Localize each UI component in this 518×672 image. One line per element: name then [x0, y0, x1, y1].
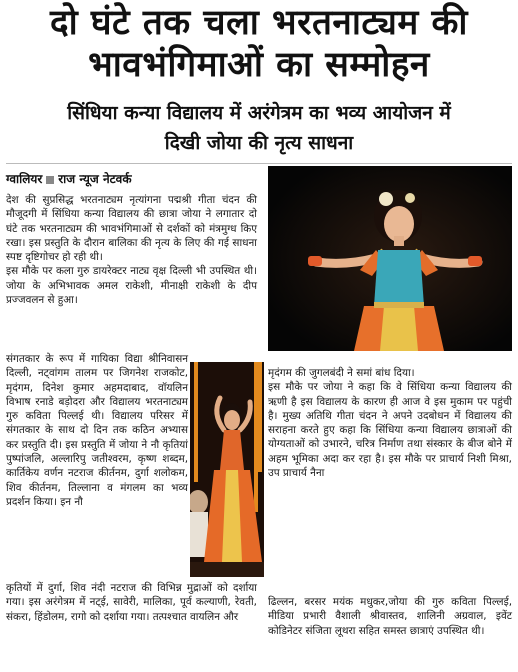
subheadline: सिंधिया कन्या विद्यालय में अरंगेत्रम का भव्य आयोजन में दिखी जोया की नृत्य साधना: [67, 102, 451, 154]
dancer-illustration-middle: [190, 362, 264, 577]
dateline-source: राज न्यूज नेटवर्क: [58, 172, 132, 186]
dateline-place: ग्वालियर: [6, 172, 43, 186]
dancer-photo-middle: [190, 362, 264, 577]
dateline-separator-square: [46, 176, 54, 184]
article-body-col-right-bottom: ढिल्लन, बरसर मयंक मधुकर,जोया की गुरु कविता पिल्लई, मीडिया प्रभारी वैशाली श्रीवास्तव, शालिनी अग्रवाल, इवेंट कोडिनेटर संजिता लूथरा सहित समस्त छात्राएं उपस्थित थी।: [268, 596, 512, 637]
headline: दो घंटे तक चला भरतनाट्यम की भावभंगिमाओं का सम्मोहन: [49, 3, 468, 85]
dancer-photo-top: [268, 166, 512, 351]
article-body-col-left-top: देश की सुप्रसिद्ध भरतनाट्यम नृत्यांगना पद्मश्री गीता चंदन की मौजूदगी में सिंधिया कन्या विद्यालय की छात्रा जोया ने लगातार दो घंटे तक भरतनाट्यम की भावभंगिमाओं से दर्शकों को मंत्रमुग्ध किए रखा। इस प्रस्तुति के दौरान बालिका की नृत्य के लिए की गई साधना स्पष्ट दृष्टिगोचर हो रही थी। इस मौके पर कला गुरु डायरेक्टर नाट्य वृक्ष दिल्ली भी उपस्थित थी। जोया के अभिभावक अमल राकेशी, मीनाक्षी राकेशी के दीप प्रज्जवलन से हुआ।: [6, 194, 257, 307]
article-body-col-left-mid: संगतकार के रूप में गायिका विद्या श्रीनिवासन दिल्ली, नट्वांगम तालम पर जिगनेश राजकोट, मृदंगम, दिनेश कुमार अहमदाबाद, वॉयलिन विभाष रनाडे बड़ोदरा और विद्यालय भरतनाट्यम गुरु कविता पिल्लई थी। विद्यालय परिसर में संगतकार के साथ दो दिन तक कठिन अभ्यास कर प्रस्तुति दी। इस प्रस्तुति में जोया ने नौ कृतियां पुष्पांजलि, अल्लारिपु जतीश्वरम, कृष्ण शब्दम, कार्तिकेय वर्णन नटराज कीर्तनम, दुर्गा शलोकम, शिव कीर्तनम, तिल्लाना व मंगलम का भव्य प्रदर्शन किया। इन नौ: [6, 353, 188, 508]
article-body-col-left-bottom: कृतियों में दुर्गा, शिव नंदी नटराज की विभिन्न मुद्राओं को दर्शाया गया। इस अरंगेत्रम में नट्ई, सावेरी, मालिका, पूर्व कल्याणी, रेवती, संकरा, हिंडोलम, रागो को दर्शाया गया। तत्पश्चात वायलिन और: [6, 582, 257, 623]
divider: [6, 163, 512, 164]
dancer-illustration-top: [268, 166, 512, 351]
dateline: [6, 171, 132, 187]
article-body-col-right-mid: मृदंगम की जुगलबंदी ने समां बांध दिया। इस मौके पर जोया ने कहा कि वे सिंधिया कन्या विद्यालय की ऋणी है इस विद्यालय के कारण ही आज वे इस मुकाम पर पहुंची है। मुख्य अतिथि गीता चंदन ने अपने उदबोधन में विद्यालय की सराहना करते हुए कहा कि सिंधिया कन्या विद्यालय छात्राओं की योग्यताओं को उभारने, चरित्र निर्माण तथा संस्कार के बीज बोने में अहम भूमिका अदा कर रहा है। इस मौके पर प्राचार्य निशी मिश्रा, उप प्राचार्य नैना: [268, 367, 512, 480]
